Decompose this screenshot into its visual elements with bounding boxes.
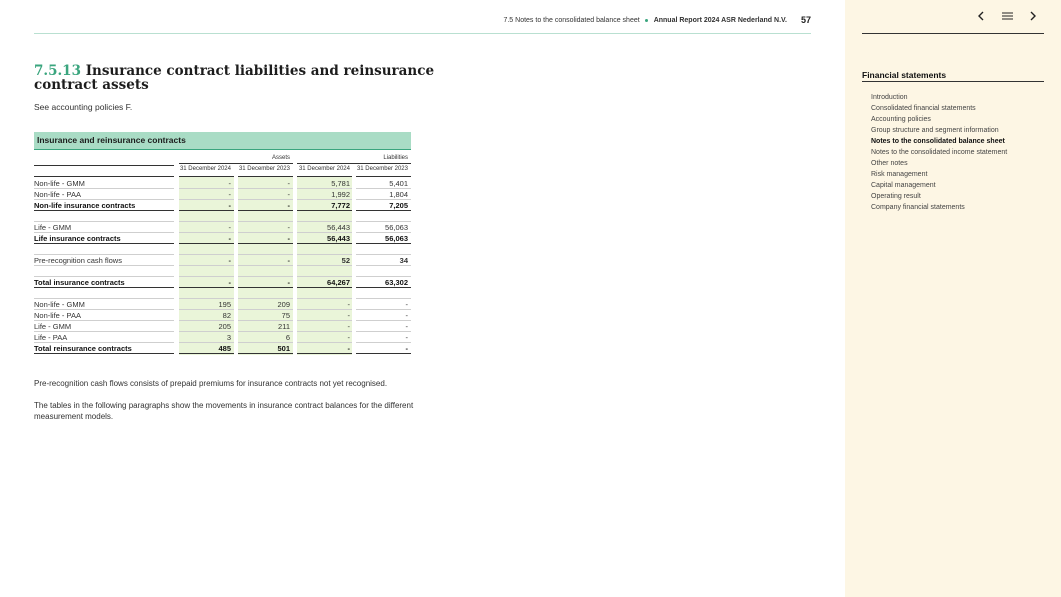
table-row [34, 178, 411, 189]
table-cell: - [228, 201, 231, 210]
table-cell: 1,804 [389, 190, 408, 199]
sidebar-title[interactable]: Financial statements [862, 70, 947, 80]
table-row [34, 222, 411, 233]
table-row [34, 321, 411, 332]
table-row [34, 266, 411, 277]
sidebar-item[interactable]: Group structure and segment information [871, 127, 999, 134]
sidebar-item[interactable]: Introduction [871, 94, 908, 101]
page-title [34, 64, 454, 92]
table-cell: 3 [226, 333, 231, 342]
table-cell: - [287, 278, 290, 287]
row-label: Non-life - PAA [34, 311, 81, 320]
sidebar-item[interactable]: Accounting policies [871, 116, 931, 123]
column-header-rule [179, 176, 234, 177]
table-cell: 56,443 [327, 234, 350, 243]
sidebar-item[interactable]: Operating result [871, 193, 921, 200]
cell-rule [238, 353, 293, 354]
table-cell: - [228, 179, 231, 188]
column-header: 31 December 2023 [238, 166, 290, 172]
table-cell: 5,781 [331, 179, 350, 188]
table-cell: - [287, 223, 290, 232]
nav-controls [975, 10, 1039, 22]
row-label: Life - GMM [34, 322, 72, 331]
table-cell: - [347, 322, 350, 331]
table-cell: - [405, 344, 408, 353]
row-label: Life - GMM [34, 223, 72, 232]
table-cell: 75 [281, 311, 290, 320]
table-cell: 34 [399, 256, 408, 265]
table-row [34, 244, 411, 255]
sidebar-item[interactable]: Notes to the consolidated balance sheet [871, 138, 1005, 145]
sidebar [845, 0, 1061, 597]
table-cell: - [228, 234, 231, 243]
note-pre-recognition: Pre-recognition cash flows consists of prepaid premiums for insurance contracts not yet recognised. [34, 379, 388, 388]
sidebar-title-rule [862, 81, 1044, 82]
sidebar-item[interactable]: Risk management [871, 171, 928, 178]
chevron-right-icon[interactable] [1027, 10, 1039, 22]
cell-rule [179, 353, 234, 354]
table-cell: 1,992 [331, 190, 350, 199]
column-header-rule [297, 176, 352, 177]
row-label: Non-life insurance contracts [34, 201, 136, 210]
table-row [34, 299, 411, 310]
table-cell: 209 [277, 300, 290, 309]
table-cell: 205 [218, 322, 231, 331]
label-header-rule [34, 165, 174, 166]
row-label: Total insurance contracts [34, 278, 125, 287]
table-row [34, 343, 411, 354]
page-number: 57 [800, 15, 811, 25]
table-cell: - [405, 333, 408, 342]
table-row [34, 288, 411, 299]
column-header: 31 December 2024 [179, 166, 231, 172]
sidebar-item[interactable]: Other notes [871, 160, 908, 167]
section-number: 7.5.13 [34, 63, 81, 79]
accounting-policies-note: See accounting policies F. [34, 102, 133, 112]
column-header: 31 December 2024 [298, 166, 350, 172]
row-label: Pre-recognition cash flows [34, 256, 122, 265]
table-cell: - [405, 300, 408, 309]
table-cell: - [287, 256, 290, 265]
column-header-rule [356, 176, 411, 177]
table-cell: - [287, 234, 290, 243]
table-cell: 5,401 [389, 179, 408, 188]
menu-icon[interactable] [1001, 10, 1013, 22]
cell-rule [356, 353, 411, 354]
chevron-left-icon[interactable] [975, 10, 987, 22]
sidebar-item[interactable]: Notes to the consolidated income statement [871, 149, 1008, 156]
table-row [34, 255, 411, 266]
table-cell: 501 [277, 344, 290, 353]
table-cell: 7,772 [331, 201, 350, 210]
header-report-title: Annual Report 2024 ASR Nederland N.V. [653, 16, 787, 24]
table-row [34, 332, 411, 343]
table-cell: - [287, 190, 290, 199]
table-cell: - [228, 256, 231, 265]
table-cell: - [228, 278, 231, 287]
note-movements: The tables in the following paragraphs show the movements in insurance contract balances for the different measurement models. [34, 401, 414, 421]
row-label: Non-life - GMM [34, 300, 85, 309]
table-cell: - [405, 322, 408, 331]
table-cell: 56,443 [327, 223, 350, 232]
sidebar-item[interactable]: Consolidated financial statements [871, 105, 976, 112]
group-header: Assets [271, 155, 290, 161]
sidebar-top-rule [862, 33, 1044, 34]
row-label: Non-life - PAA [34, 190, 81, 199]
row-label: Non-life - GMM [34, 179, 85, 188]
cell-rule [297, 353, 352, 354]
table-cell: 7,205 [389, 201, 408, 210]
table-cell: - [347, 344, 350, 353]
table-cell: - [287, 201, 290, 210]
table-title: Insurance and reinsurance contracts [34, 132, 411, 149]
table-row [34, 277, 411, 288]
group-header-rule [297, 163, 411, 164]
table-cell: - [228, 223, 231, 232]
table-cell: 6 [285, 333, 290, 342]
row-label: Life insurance contracts [34, 234, 121, 243]
table-row [34, 233, 411, 244]
header-dot-icon [645, 19, 648, 22]
table-cell: 63,302 [385, 278, 408, 287]
label-column-rule [34, 176, 174, 177]
table-row [34, 189, 411, 200]
page-header [34, 14, 811, 26]
column-header-rule [238, 176, 293, 177]
header-divider [34, 33, 811, 34]
table-cell: 56,063 [385, 234, 408, 243]
table-row [34, 211, 411, 222]
table-cell: - [287, 179, 290, 188]
column-header: 31 December 2023 [356, 166, 408, 172]
table-cell: - [347, 333, 350, 342]
row-rule [34, 353, 174, 354]
table-row [34, 310, 411, 321]
table-of-contents [871, 92, 1007, 213]
table-cell: 211 [278, 322, 290, 331]
table-cell: - [405, 311, 408, 320]
group-header-rule [179, 163, 293, 164]
header-section[interactable]: 7.5 Notes to the consolidated balance sheet [503, 16, 640, 24]
table-cell: 485 [218, 344, 231, 353]
table-cell: 52 [341, 256, 350, 265]
table-cell: - [347, 300, 350, 309]
sidebar-item[interactable]: Company financial statements [871, 204, 965, 211]
table-row [34, 200, 411, 211]
table-cell: 64,267 [327, 278, 350, 287]
group-header: Liabilities [383, 155, 408, 161]
table-cell: 195 [218, 300, 231, 309]
row-label: Life - PAA [34, 333, 68, 342]
sidebar-item[interactable]: Capital management [871, 182, 936, 189]
table-title-rule [34, 149, 411, 150]
table-cell: - [228, 190, 231, 199]
table-cell: 56,063 [385, 223, 408, 232]
section-title: Insurance contract liabilities and reinsurance contract assets [34, 63, 435, 93]
table-cell: - [347, 311, 350, 320]
table-cell: 82 [222, 311, 231, 320]
row-label: Total reinsurance contracts [34, 344, 132, 353]
